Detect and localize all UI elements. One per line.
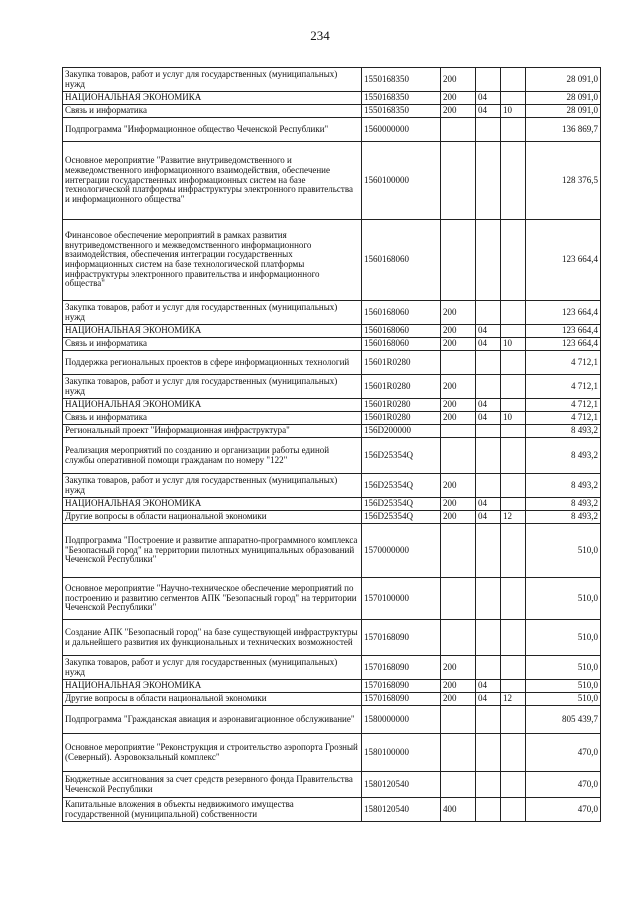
table-row xyxy=(63,351,601,375)
section-cell xyxy=(476,620,501,656)
table-row xyxy=(63,220,601,301)
item-name-cell: Поддержка региональных проектов в сфере информационных технологий xyxy=(63,351,362,375)
section-cell xyxy=(476,474,501,498)
expense-type-cell xyxy=(441,620,476,656)
item-name-cell: Финансовое обеспечение мероприятий в рамках развития внутриведомственного и межведомственного информационного взаимодействия, обеспечения интеграции государственных информационных систем на базе технологической платформы инфраструктуры электронного правительства и информационного общества" xyxy=(63,220,362,301)
item-name-cell: НАЦИОНАЛЬНАЯ ЭКОНОМИКА xyxy=(63,325,362,338)
section-cell xyxy=(476,706,501,734)
target-code-cell: 1560168060 xyxy=(362,338,441,351)
item-name-cell: Закупка товаров, работ и услуг для государственных (муниципальных) нужд xyxy=(63,68,362,92)
amount-cell: 470,0 xyxy=(526,798,601,822)
target-code-cell: 1550168350 xyxy=(362,68,441,92)
target-code-cell: 1560168060 xyxy=(362,301,441,325)
subsection-cell xyxy=(501,706,526,734)
subsection-cell xyxy=(501,301,526,325)
amount-cell: 470,0 xyxy=(526,772,601,798)
amount-cell: 4 712,1 xyxy=(526,375,601,399)
item-name-cell: НАЦИОНАЛЬНАЯ ЭКОНОМИКА xyxy=(63,399,362,412)
amount-cell: 28 091,0 xyxy=(526,68,601,92)
section-cell xyxy=(476,220,501,301)
section-cell xyxy=(476,68,501,92)
subsection-cell xyxy=(501,656,526,680)
amount-cell: 4 712,1 xyxy=(526,412,601,425)
subsection-cell xyxy=(501,578,526,620)
expense-type-cell: 200 xyxy=(441,325,476,338)
section-cell: 04 xyxy=(476,511,501,524)
amount-cell: 8 493,2 xyxy=(526,425,601,438)
section-cell xyxy=(476,142,501,220)
subsection-cell xyxy=(501,92,526,105)
target-code-cell: 1570100000 xyxy=(362,578,441,620)
item-name-cell: Закупка товаров, работ и услуг для государственных (муниципальных) нужд xyxy=(63,474,362,498)
section-cell xyxy=(476,351,501,375)
item-name-cell: Подпрограмма "Информационное общество Чеченской Республики" xyxy=(63,118,362,142)
table-row xyxy=(63,693,601,706)
target-code-cell: 1570168090 xyxy=(362,693,441,706)
target-code-cell: 1580100000 xyxy=(362,734,441,772)
subsection-cell xyxy=(501,68,526,92)
table-row xyxy=(63,142,601,220)
target-code-cell: 15601R0280 xyxy=(362,375,441,399)
item-name-cell: НАЦИОНАЛЬНАЯ ЭКОНОМИКА xyxy=(63,498,362,511)
subsection-cell xyxy=(501,438,526,474)
amount-cell: 805 439,7 xyxy=(526,706,601,734)
subsection-cell: 10 xyxy=(501,105,526,118)
item-name-cell: Бюджетные ассигнования за счет средств резервного фонда Правительства Чеченской Республики xyxy=(63,772,362,798)
subsection-cell xyxy=(501,680,526,693)
subsection-cell: 12 xyxy=(501,511,526,524)
subsection-cell xyxy=(501,524,526,578)
expense-type-cell: 200 xyxy=(441,474,476,498)
table-row xyxy=(63,620,601,656)
amount-cell: 28 091,0 xyxy=(526,105,601,118)
item-name-cell: Основное мероприятие "Развитие внутриведомственного и межведомственного информационного взаимодействия, обеспечение интеграции государственных информационных систем на базе технологической платформы инфраструктуры электронного правительства и информационного общества" xyxy=(63,142,362,220)
target-code-cell: 1560100000 xyxy=(362,142,441,220)
expense-type-cell: 200 xyxy=(441,338,476,351)
subsection-cell xyxy=(501,798,526,822)
subsection-cell xyxy=(501,734,526,772)
item-name-cell: Реализация мероприятий по созданию и организации работы единой службы оперативной помощи гражданам по номеру "122" xyxy=(63,438,362,474)
table-row xyxy=(63,656,601,680)
table-row xyxy=(63,68,601,92)
table-row xyxy=(63,474,601,498)
table-row xyxy=(63,734,601,772)
amount-cell: 8 493,2 xyxy=(526,474,601,498)
subsection-cell xyxy=(501,399,526,412)
section-cell xyxy=(476,772,501,798)
subsection-cell xyxy=(501,425,526,438)
section-cell: 04 xyxy=(476,92,501,105)
expense-type-cell xyxy=(441,772,476,798)
item-name-cell: НАЦИОНАЛЬНАЯ ЭКОНОМИКА xyxy=(63,92,362,105)
section-cell xyxy=(476,578,501,620)
item-name-cell: Другие вопросы в области национальной экономики xyxy=(63,693,362,706)
item-name-cell: Капитальные вложения в объекты недвижимого имущества государственной (муниципальной) собственности xyxy=(63,798,362,822)
amount-cell: 510,0 xyxy=(526,693,601,706)
table-row xyxy=(63,338,601,351)
section-cell: 04 xyxy=(476,399,501,412)
amount-cell: 8 493,2 xyxy=(526,511,601,524)
budget-table-body xyxy=(63,68,601,822)
table-row xyxy=(63,425,601,438)
expense-type-cell: 200 xyxy=(441,375,476,399)
subsection-cell xyxy=(501,772,526,798)
table-row xyxy=(63,706,601,734)
subsection-cell xyxy=(501,325,526,338)
target-code-cell: 156D25354Q xyxy=(362,498,441,511)
expense-type-cell xyxy=(441,118,476,142)
target-code-cell: 1580000000 xyxy=(362,706,441,734)
amount-cell: 123 664,4 xyxy=(526,301,601,325)
target-code-cell: 1560168060 xyxy=(362,325,441,338)
subsection-cell xyxy=(501,351,526,375)
amount-cell: 510,0 xyxy=(526,680,601,693)
subsection-cell xyxy=(501,220,526,301)
section-cell xyxy=(476,438,501,474)
expense-type-cell: 400 xyxy=(441,798,476,822)
table-row xyxy=(63,578,601,620)
amount-cell: 123 664,4 xyxy=(526,338,601,351)
table-row xyxy=(63,301,601,325)
expense-type-cell xyxy=(441,220,476,301)
expense-type-cell: 200 xyxy=(441,498,476,511)
section-cell: 04 xyxy=(476,498,501,511)
target-code-cell: 156D25354Q xyxy=(362,511,441,524)
item-name-cell: Другие вопросы в области национальной экономики xyxy=(63,511,362,524)
item-name-cell: Основное мероприятие "Реконструкция и строительство аэропорта Грозный (Северный). Аэровокзальный комплекс" xyxy=(63,734,362,772)
section-cell xyxy=(476,375,501,399)
expense-type-cell: 200 xyxy=(441,412,476,425)
target-code-cell: 156D25354Q xyxy=(362,474,441,498)
item-name-cell: НАЦИОНАЛЬНАЯ ЭКОНОМИКА xyxy=(63,680,362,693)
table-row xyxy=(63,412,601,425)
item-name-cell: Основное мероприятие "Научно-техническое обеспечение мероприятий по построению и развитию сегментов АПК "Безопасный город" на территории Чеченской Республики" xyxy=(63,578,362,620)
amount-cell: 8 493,2 xyxy=(526,498,601,511)
target-code-cell: 1570168090 xyxy=(362,620,441,656)
page-number: 234 xyxy=(310,28,330,43)
expense-type-cell xyxy=(441,578,476,620)
target-code-cell: 15601R0280 xyxy=(362,351,441,375)
target-code-cell: 1580120540 xyxy=(362,798,441,822)
table-row xyxy=(63,92,601,105)
expense-type-cell: 200 xyxy=(441,399,476,412)
target-code-cell: 1570168090 xyxy=(362,680,441,693)
target-code-cell: 1550168350 xyxy=(362,105,441,118)
subsection-cell xyxy=(501,375,526,399)
amount-cell: 123 664,4 xyxy=(526,220,601,301)
expense-type-cell: 200 xyxy=(441,92,476,105)
target-code-cell: 15601R0280 xyxy=(362,399,441,412)
expense-type-cell: 200 xyxy=(441,680,476,693)
section-cell: 04 xyxy=(476,325,501,338)
table-row xyxy=(63,375,601,399)
expense-type-cell: 200 xyxy=(441,68,476,92)
subsection-cell xyxy=(501,620,526,656)
expense-type-cell xyxy=(441,734,476,772)
item-name-cell: Закупка товаров, работ и услуг для государственных (муниципальных) нужд xyxy=(63,656,362,680)
section-cell xyxy=(476,425,501,438)
section-cell xyxy=(476,734,501,772)
amount-cell: 128 376,5 xyxy=(526,142,601,220)
amount-cell: 136 869,7 xyxy=(526,118,601,142)
subsection-cell: 10 xyxy=(501,412,526,425)
expense-type-cell: 200 xyxy=(441,105,476,118)
table-row xyxy=(63,438,601,474)
amount-cell: 8 493,2 xyxy=(526,438,601,474)
amount-cell: 510,0 xyxy=(526,656,601,680)
table-row xyxy=(63,511,601,524)
table-row xyxy=(63,498,601,511)
table-row xyxy=(63,118,601,142)
amount-cell: 4 712,1 xyxy=(526,399,601,412)
table-row xyxy=(63,105,601,118)
target-code-cell: 1570000000 xyxy=(362,524,441,578)
amount-cell: 510,0 xyxy=(526,524,601,578)
section-cell xyxy=(476,301,501,325)
item-name-cell: Связь и информатика xyxy=(63,105,362,118)
section-cell: 04 xyxy=(476,105,501,118)
item-name-cell: Закупка товаров, работ и услуг для государственных (муниципальных) нужд xyxy=(63,375,362,399)
section-cell: 04 xyxy=(476,412,501,425)
target-code-cell: 1580120540 xyxy=(362,772,441,798)
target-code-cell: 15601R0280 xyxy=(362,412,441,425)
section-cell: 04 xyxy=(476,680,501,693)
budget-table xyxy=(62,67,601,822)
target-code-cell: 1570168090 xyxy=(362,656,441,680)
section-cell: 04 xyxy=(476,693,501,706)
expense-type-cell xyxy=(441,142,476,220)
subsection-cell xyxy=(501,498,526,511)
item-name-cell: Подпрограмма "Гражданская авиация и аэронавигационное обслуживание" xyxy=(63,706,362,734)
table-row xyxy=(63,325,601,338)
item-name-cell: Региональный проект "Информационная инфраструктура" xyxy=(63,425,362,438)
expense-type-cell: 200 xyxy=(441,693,476,706)
target-code-cell: 1550168350 xyxy=(362,92,441,105)
expense-type-cell: 200 xyxy=(441,301,476,325)
expense-type-cell xyxy=(441,438,476,474)
table-row xyxy=(63,524,601,578)
section-cell xyxy=(476,798,501,822)
amount-cell: 510,0 xyxy=(526,578,601,620)
subsection-cell: 12 xyxy=(501,693,526,706)
target-code-cell: 156D25354Q xyxy=(362,438,441,474)
target-code-cell: 1560000000 xyxy=(362,118,441,142)
amount-cell: 470,0 xyxy=(526,734,601,772)
item-name-cell: Связь и информатика xyxy=(63,412,362,425)
expense-type-cell xyxy=(441,351,476,375)
target-code-cell: 156D200000 xyxy=(362,425,441,438)
subsection-cell: 10 xyxy=(501,338,526,351)
expense-type-cell: 200 xyxy=(441,511,476,524)
table-row xyxy=(63,399,601,412)
item-name-cell: Подпрограмма "Построение и развитие аппаратно-программного комплекса "Безопасный город" на территории пилотных муниципальных образований Чеченской Республики" xyxy=(63,524,362,578)
subsection-cell xyxy=(501,118,526,142)
expense-type-cell xyxy=(441,706,476,734)
amount-cell: 4 712,1 xyxy=(526,351,601,375)
section-cell xyxy=(476,656,501,680)
amount-cell: 510,0 xyxy=(526,620,601,656)
target-code-cell: 1560168060 xyxy=(362,220,441,301)
section-cell xyxy=(476,118,501,142)
table-row xyxy=(63,772,601,798)
item-name-cell: Создание АПК "Безопасный город" на базе существующей инфраструктуры и дальнейшего развития их функциональных и технических возможностей xyxy=(63,620,362,656)
table-row xyxy=(63,680,601,693)
expense-type-cell xyxy=(441,425,476,438)
subsection-cell xyxy=(501,474,526,498)
section-cell xyxy=(476,524,501,578)
expense-type-cell: 200 xyxy=(441,656,476,680)
amount-cell: 123 664,4 xyxy=(526,325,601,338)
item-name-cell: Связь и информатика xyxy=(63,338,362,351)
expense-type-cell xyxy=(441,524,476,578)
amount-cell: 28 091,0 xyxy=(526,92,601,105)
section-cell: 04 xyxy=(476,338,501,351)
table-row xyxy=(63,798,601,822)
subsection-cell xyxy=(501,142,526,220)
item-name-cell: Закупка товаров, работ и услуг для государственных (муниципальных) нужд xyxy=(63,301,362,325)
